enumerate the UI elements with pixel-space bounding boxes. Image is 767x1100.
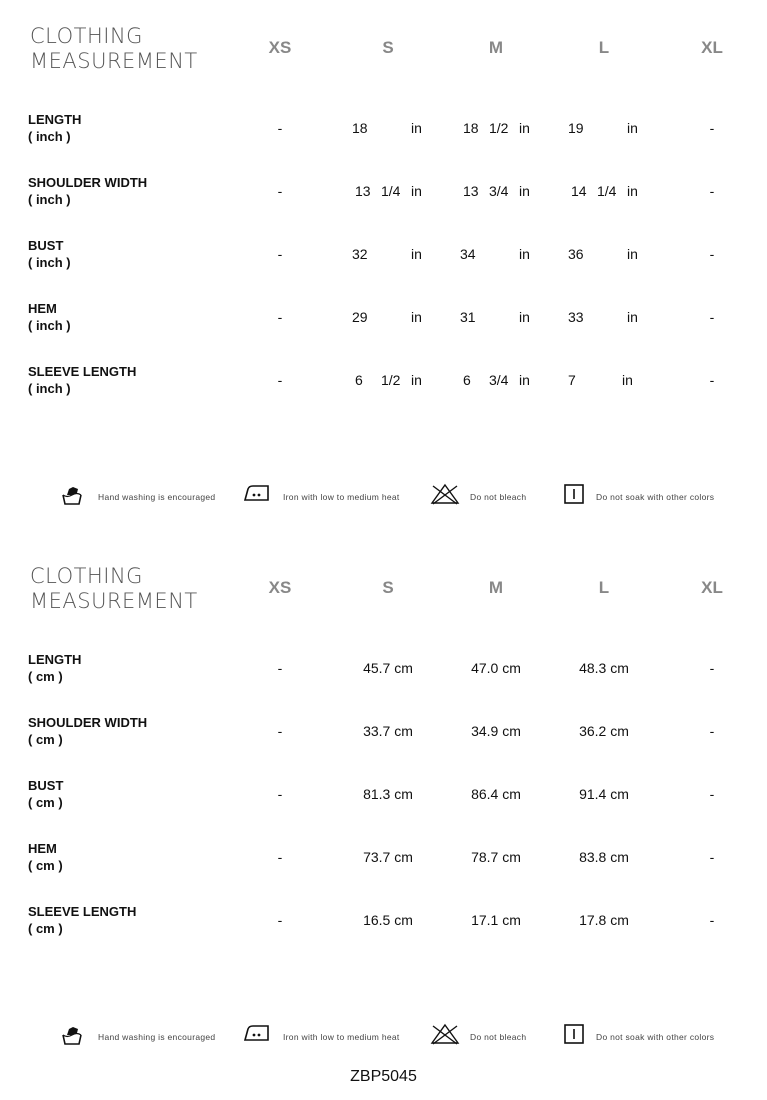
measurement-row [0,840,767,880]
care-text: Do not soak with other colors [596,1032,715,1042]
value-whole: 33 [568,309,584,325]
empty-value: - [277,786,283,802]
value-unit: in [411,246,422,262]
empty-value: - [277,183,283,199]
care-text: Iron with low to medium heat [283,492,400,502]
measurement-value: 34.9 cm [471,723,521,739]
unit-label: ( inch ) [28,381,71,396]
unit-label: ( inch ) [28,318,71,333]
title-line: CLOTHING [30,564,143,588]
row-label [28,363,136,397]
value-whole: 32 [352,246,368,262]
title-line: MEASUREMENT [30,589,198,613]
measurement-name: BUST [28,238,64,253]
measurement-value: 48.3 cm [579,660,629,676]
measurement-value: 83.8 cm [579,849,629,865]
measurement-value: 81.3 cm [363,786,413,802]
measurement-row [0,300,767,340]
measurement-value: 78.7 cm [471,849,521,865]
section-title [30,564,198,614]
row-label [28,651,81,685]
empty-value: - [277,246,283,262]
no-bleach-icon [430,1023,460,1050]
measurement-value: 73.7 cm [363,849,413,865]
hand-wash-icon [60,1023,86,1052]
measurement-row [0,111,767,151]
row-label [28,111,81,145]
measurement-value: 16.5 cm [363,912,413,928]
value-unit: in [411,372,422,388]
care-instructions [0,1023,767,1053]
inch-measurement-section [0,0,767,530]
care-instructions [0,483,767,513]
measurement-value: 36.2 cm [579,723,629,739]
unit-label: ( inch ) [28,192,71,207]
measurement-name: SHOULDER WIDTH [28,715,148,730]
value-whole: 6 [463,372,471,388]
size-header-xs: XS [268,38,292,57]
value-whole: 6 [355,372,363,388]
empty-value: - [709,372,715,388]
hand-wash-icon [60,483,86,512]
empty-value: - [277,723,283,739]
size-header-s: S [382,38,394,57]
value-whole: 29 [352,309,368,325]
iron-icon [243,1023,271,1048]
measurement-name: SLEEVE LENGTH [28,364,137,379]
value-whole: 19 [568,120,584,136]
measurement-value: 33.7 cm [363,723,413,739]
unit-label: ( inch ) [28,129,71,144]
size-header-s: S [382,578,394,597]
measurement-value: 91.4 cm [579,786,629,802]
measurement-name: LENGTH [28,112,82,127]
title-line: CLOTHING [30,24,143,48]
value-unit: in [622,372,633,388]
empty-value: - [709,246,715,262]
measurement-row [0,777,767,817]
empty-value: - [277,309,283,325]
measurement-name: HEM [28,841,57,856]
unit-label: ( cm ) [28,795,63,810]
unit-label: ( inch ) [28,255,71,270]
unit-label: ( cm ) [28,669,63,684]
size-header-xl: XL [701,578,723,597]
value-unit: in [627,309,638,325]
value-whole: 34 [460,246,476,262]
unit-label: ( cm ) [28,858,63,873]
empty-value: - [709,309,715,325]
empty-value: - [709,183,715,199]
value-whole: 31 [460,309,476,325]
row-label [28,840,63,874]
empty-value: - [709,120,715,136]
value-fraction: 3/4 [489,372,509,388]
value-whole: 18 [352,120,368,136]
value-whole: 13 [463,183,479,199]
care-text: Do not bleach [470,1032,527,1042]
empty-value: - [709,660,715,676]
iron-icon [243,483,271,508]
measurement-value: 47.0 cm [471,660,521,676]
size-header-xs: XS [268,578,292,597]
measurement-value: 17.8 cm [579,912,629,928]
value-unit: in [411,309,422,325]
measurement-name: BUST [28,778,64,793]
value-fraction: 1/4 [381,183,401,199]
value-whole: 7 [568,372,576,388]
no-soak-icon [563,483,585,510]
care-text: Hand washing is encouraged [98,1032,216,1042]
measurement-value: 86.4 cm [471,786,521,802]
measurement-value: 45.7 cm [363,660,413,676]
value-fraction: 1/2 [381,372,401,388]
value-unit: in [519,309,530,325]
unit-label: ( cm ) [28,921,63,936]
value-unit: in [627,120,638,136]
row-label [28,300,71,334]
measurement-row [0,174,767,214]
measurement-row [0,714,767,754]
value-unit: in [519,372,530,388]
measurement-row [0,363,767,403]
measurement-name: SHOULDER WIDTH [28,175,148,190]
value-unit: in [519,183,530,199]
size-header-l: L [598,578,610,597]
row-label [28,237,71,271]
row-label [28,903,136,937]
measurement-row [0,903,767,943]
title-line: MEASUREMENT [30,49,198,73]
empty-value: - [709,723,715,739]
row-label [28,174,147,208]
value-whole: 14 [571,183,587,199]
value-unit: in [519,120,530,136]
no-soak-icon [563,1023,585,1050]
measurement-value: 17.1 cm [471,912,521,928]
value-unit: in [519,246,530,262]
empty-value: - [709,912,715,928]
care-text: Do not soak with other colors [596,492,715,502]
unit-label: ( cm ) [28,732,63,747]
care-text: Iron with low to medium heat [283,1032,400,1042]
value-whole: 13 [355,183,371,199]
empty-value: - [277,372,283,388]
value-whole: 18 [463,120,479,136]
size-header-l: L [598,38,610,57]
section-title [30,24,198,74]
row-label [28,777,63,811]
value-unit: in [627,183,638,199]
measurement-name: SLEEVE LENGTH [28,904,137,919]
empty-value: - [709,786,715,802]
value-unit: in [411,183,422,199]
measurement-row [0,651,767,691]
measurement-row [0,237,767,277]
size-header-m: M [488,38,504,57]
size-header-xl: XL [701,38,723,57]
product-code: ZBP5045 [350,1068,417,1085]
value-unit: in [411,120,422,136]
empty-value: - [277,912,283,928]
empty-value: - [277,849,283,865]
cm-measurement-section [0,540,767,1070]
size-header-m: M [488,578,504,597]
value-fraction: 1/2 [489,120,509,136]
value-fraction: 1/4 [597,183,617,199]
value-fraction: 3/4 [489,183,509,199]
no-bleach-icon [430,483,460,510]
empty-value: - [277,660,283,676]
measurement-name: HEM [28,301,57,316]
care-text: Hand washing is encouraged [98,492,216,502]
empty-value: - [709,849,715,865]
row-label [28,714,147,748]
care-text: Do not bleach [470,492,527,502]
empty-value: - [277,120,283,136]
value-unit: in [627,246,638,262]
value-whole: 36 [568,246,584,262]
measurement-name: LENGTH [28,652,82,667]
